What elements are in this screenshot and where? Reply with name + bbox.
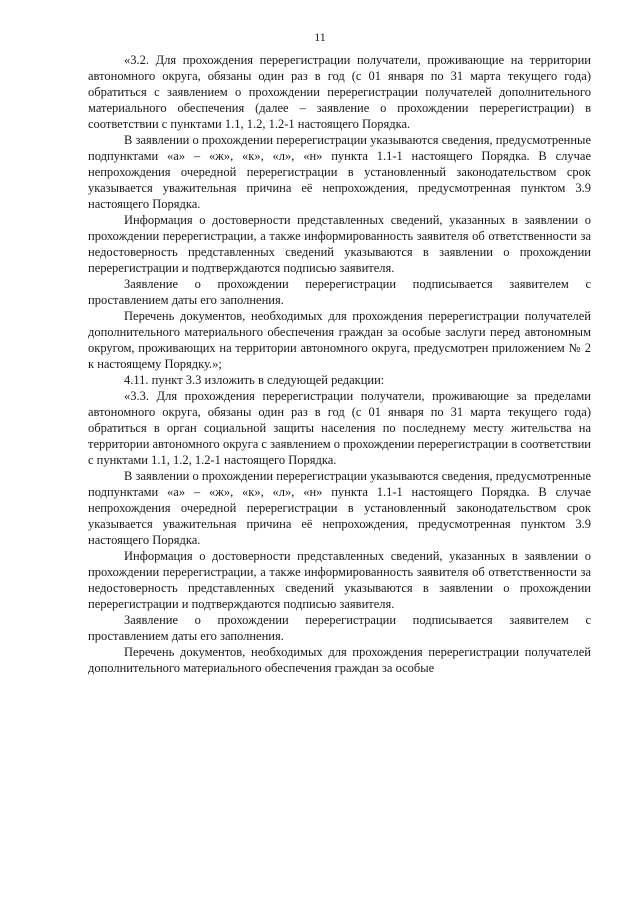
paragraph-3-2-documents-list: Перечень документов, необходимых для прохождения перерегистрации получателей дополнительного материального обеспечения граждан за особые заслуги перед автономным округом, проживающих на территории автономного округа, предусмотрен приложением № 2 к настоящему Порядку.»; (88, 309, 591, 371)
paragraph-3-3-documents-list: Перечень документов, необходимых для прохождения перерегистрации получателей дополнительного материального обеспечения граждан за особые (88, 645, 591, 675)
paragraph-3-3-statement-contents: В заявлении о прохождении перерегистрации указываются сведения, предусмотренные подпунктами «а» – «ж», «к», «л», «н» пункта 1.1-1 настоящего Порядка. В случае непрохождения очередной перерегистрации в установленный законодательством срок указывается уважительная причина её непрохождения, предусмотренная пунктом 3.9 настоящего Порядка. (88, 469, 591, 547)
paragraph-3-3-intro: «3.3. Для прохождения перерегистрации получатели, проживающие за пределами автономного округа, обязаны один раз в год (с 01 января по 31 марта текущего года) обратиться в орган социальной защиты населения по последнему месту жительства на территории автономного округа с заявлением о прохождении перерегистрации в соответствии с пунктами 1.1, 1.2, 1.2-1 настоящего Порядка. (88, 389, 591, 467)
paragraph-4-11-amendment: 4.11. пункт 3.3 изложить в следующей редакции: (124, 373, 385, 387)
paragraph-3-2-statement-contents: В заявлении о прохождении перерегистрации указываются сведения, предусмотренные подпунктами «а» – «ж», «к», «л», «н» пункта 1.1-1 настоящего Порядка. В случае непрохождения очередной перерегистрации в установленный законодательством срок указывается уважительная причина её непрохождения, предусмотренная пунктом 3.9 настоящего Порядка. (88, 133, 591, 211)
page-number: 11 (314, 30, 326, 44)
paragraph-3-2-intro: «3.2. Для прохождения перерегистрации получатели, проживающие на территории автономного округа, обязаны один раз в год (с 01 января по 31 марта текущего года) обратиться с заявлением о прохождении перерегистрации получателей дополнительного материального обеспечения (далее – заявление о прохождении перерегистрации) в соответствии с пунктами 1.1, 1.2, 1.2-1 настоящего Порядка. (88, 53, 591, 131)
paragraph-3-2-reliability-info: Информация о достоверности представленных сведений, указанных в заявлении о прохождении перерегистрации, а также информированность заявителя об ответственности за недостоверность представленных сведений указываются в заявлении о прохождении перерегистрации и подтверждаются подписью заявителя. (88, 213, 591, 275)
paragraph-3-3-reliability-info: Информация о достоверности представленных сведений, указанных в заявлении о прохождении перерегистрации, а также информированность заявителя об ответственности за недостоверность представленных сведений указываются в заявлении о прохождении перерегистрации и подтверждаются подписью заявителя. (88, 549, 591, 611)
document-body (88, 52, 591, 676)
paragraph-3-2-signature: Заявление о прохождении перерегистрации подписывается заявителем с проставлением даты его заполнения. (88, 277, 591, 307)
paragraph-3-3-signature: Заявление о прохождении перерегистрации подписывается заявителем с проставлением даты его заполнения. (88, 613, 591, 643)
